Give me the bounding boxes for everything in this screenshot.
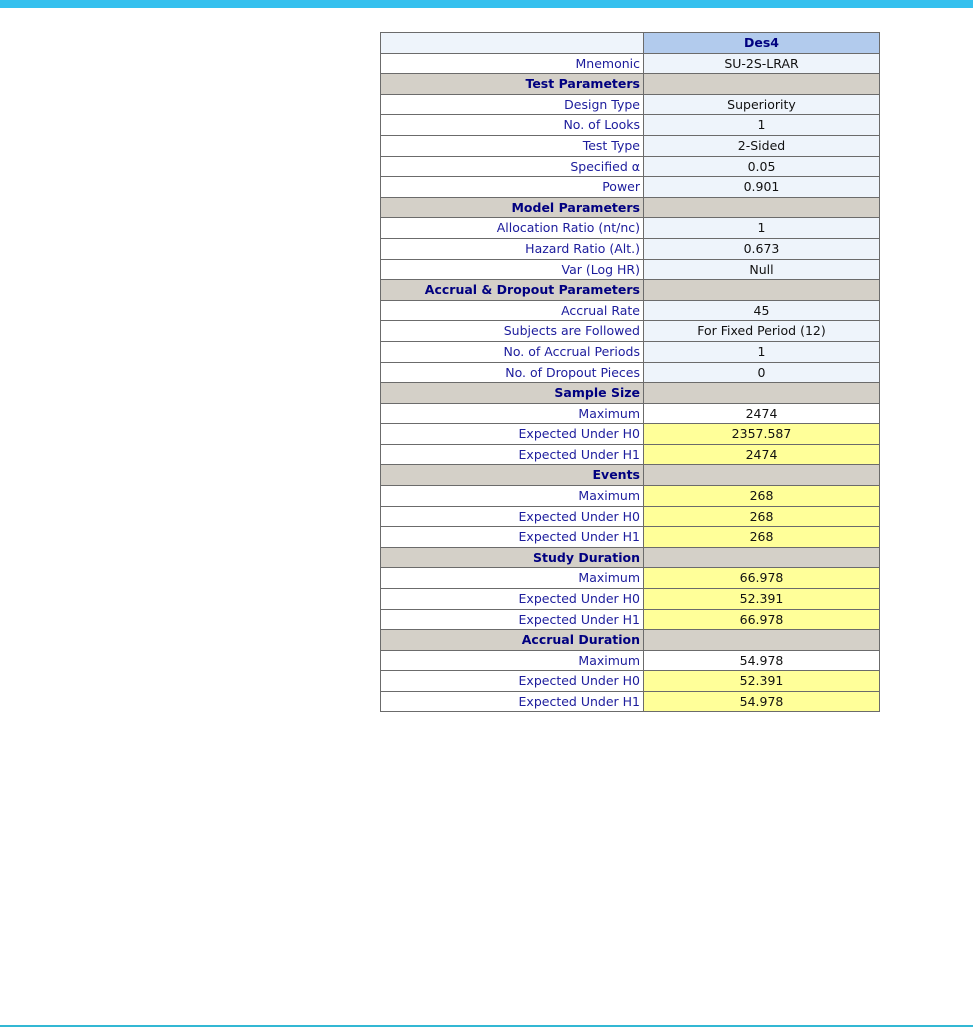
table-row[interactable] — [380, 259, 880, 280]
row-value[interactable]: Null — [643, 259, 880, 280]
row-label: Power — [380, 176, 643, 197]
section-title: Accrual & Dropout Parameters — [380, 279, 643, 300]
table-row[interactable] — [380, 300, 880, 321]
row-value[interactable]: 2474 — [643, 444, 880, 465]
section-title: Study Duration — [380, 547, 643, 568]
row-value[interactable]: 45 — [643, 300, 880, 321]
table-row[interactable] — [380, 567, 880, 588]
row-value[interactable]: Superiority — [643, 94, 880, 115]
section-title: Accrual Duration — [380, 629, 643, 650]
section-title: Model Parameters — [380, 197, 643, 218]
section-header-row — [380, 547, 880, 568]
row-label: Expected Under H0 — [380, 588, 643, 609]
row-value[interactable]: 1 — [643, 114, 880, 135]
table-row[interactable] — [380, 588, 880, 609]
row-value[interactable]: 0 — [643, 362, 880, 383]
row-label: No. of Looks — [380, 114, 643, 135]
table-header-row — [380, 32, 880, 53]
section-title: Events — [380, 464, 643, 485]
section-title: Sample Size — [380, 382, 643, 403]
row-label: Maximum — [380, 567, 643, 588]
row-value[interactable]: 0.901 — [643, 176, 880, 197]
table-row[interactable] — [380, 94, 880, 115]
table-row[interactable] — [380, 156, 880, 177]
row-label: No. of Dropout Pieces — [380, 362, 643, 383]
row-label: Expected Under H1 — [380, 609, 643, 630]
table-row[interactable] — [380, 362, 880, 383]
header-corner-cell — [380, 32, 643, 53]
section-header-row — [380, 382, 880, 403]
row-label: Design Type — [380, 94, 643, 115]
row-value[interactable]: 268 — [643, 526, 880, 547]
section-header-row — [380, 73, 880, 94]
table-row[interactable] — [380, 650, 880, 671]
row-value[interactable]: 2-Sided — [643, 135, 880, 156]
table-row[interactable] — [380, 176, 880, 197]
row-label: Maximum — [380, 485, 643, 506]
section-title: Test Parameters — [380, 73, 643, 94]
table-row[interactable] — [380, 341, 880, 362]
row-value[interactable]: 0.673 — [643, 238, 880, 259]
section-value-cell — [643, 382, 880, 403]
row-label: Expected Under H1 — [380, 691, 643, 712]
row-value[interactable]: 1 — [643, 217, 880, 238]
row-label: Subjects are Followed — [380, 320, 643, 341]
row-label: Maximum — [380, 403, 643, 424]
section-value-cell — [643, 197, 880, 218]
table-row[interactable] — [380, 423, 880, 444]
row-value[interactable]: 66.978 — [643, 567, 880, 588]
table-row[interactable] — [380, 670, 880, 691]
table-row[interactable] — [380, 506, 880, 527]
table-row[interactable] — [380, 444, 880, 465]
table-row[interactable] — [380, 526, 880, 547]
table-row[interactable] — [380, 320, 880, 341]
row-label: Allocation Ratio (nt/nc) — [380, 217, 643, 238]
section-header-row — [380, 629, 880, 650]
top-accent-bar — [0, 0, 973, 8]
design-details-table — [380, 32, 880, 712]
row-value[interactable]: SU-2S-LRAR — [643, 53, 880, 74]
row-label: Expected Under H0 — [380, 423, 643, 444]
row-label: Expected Under H1 — [380, 526, 643, 547]
row-value[interactable]: 66.978 — [643, 609, 880, 630]
row-value[interactable]: 2474 — [643, 403, 880, 424]
row-value[interactable]: 54.978 — [643, 650, 880, 671]
section-value-cell — [643, 73, 880, 94]
row-label: Var (Log HR) — [380, 259, 643, 280]
table-row[interactable] — [380, 691, 880, 712]
row-value[interactable]: For Fixed Period (12) — [643, 320, 880, 341]
table-row[interactable] — [380, 609, 880, 630]
section-value-cell — [643, 629, 880, 650]
row-value[interactable]: 52.391 — [643, 670, 880, 691]
table-row[interactable] — [380, 485, 880, 506]
row-value[interactable]: 52.391 — [643, 588, 880, 609]
row-value[interactable]: 2357.587 — [643, 423, 880, 444]
row-label: Expected Under H0 — [380, 670, 643, 691]
row-label: Test Type — [380, 135, 643, 156]
row-label: No. of Accrual Periods — [380, 341, 643, 362]
section-header-row — [380, 464, 880, 485]
section-value-cell — [643, 547, 880, 568]
bottom-divider — [0, 1025, 973, 1027]
row-value[interactable]: 268 — [643, 485, 880, 506]
row-value[interactable]: 1 — [643, 341, 880, 362]
table-row[interactable] — [380, 114, 880, 135]
table-row[interactable] — [380, 135, 880, 156]
section-value-cell — [643, 464, 880, 485]
section-value-cell — [643, 279, 880, 300]
row-label: Expected Under H1 — [380, 444, 643, 465]
row-label: Accrual Rate — [380, 300, 643, 321]
table-row[interactable] — [380, 53, 880, 74]
row-label: Mnemonic — [380, 53, 643, 74]
section-header-row — [380, 197, 880, 218]
table-row[interactable] — [380, 238, 880, 259]
design-column-header[interactable]: Des4 — [643, 32, 880, 53]
row-label: Maximum — [380, 650, 643, 671]
row-label: Expected Under H0 — [380, 506, 643, 527]
row-value[interactable]: 0.05 — [643, 156, 880, 177]
row-value[interactable]: 268 — [643, 506, 880, 527]
row-label: Specified α — [380, 156, 643, 177]
row-label: Hazard Ratio (Alt.) — [380, 238, 643, 259]
table-body — [380, 53, 880, 712]
row-value[interactable]: 54.978 — [643, 691, 880, 712]
table-row[interactable] — [380, 403, 880, 424]
table-row[interactable] — [380, 217, 880, 238]
section-header-row — [380, 279, 880, 300]
